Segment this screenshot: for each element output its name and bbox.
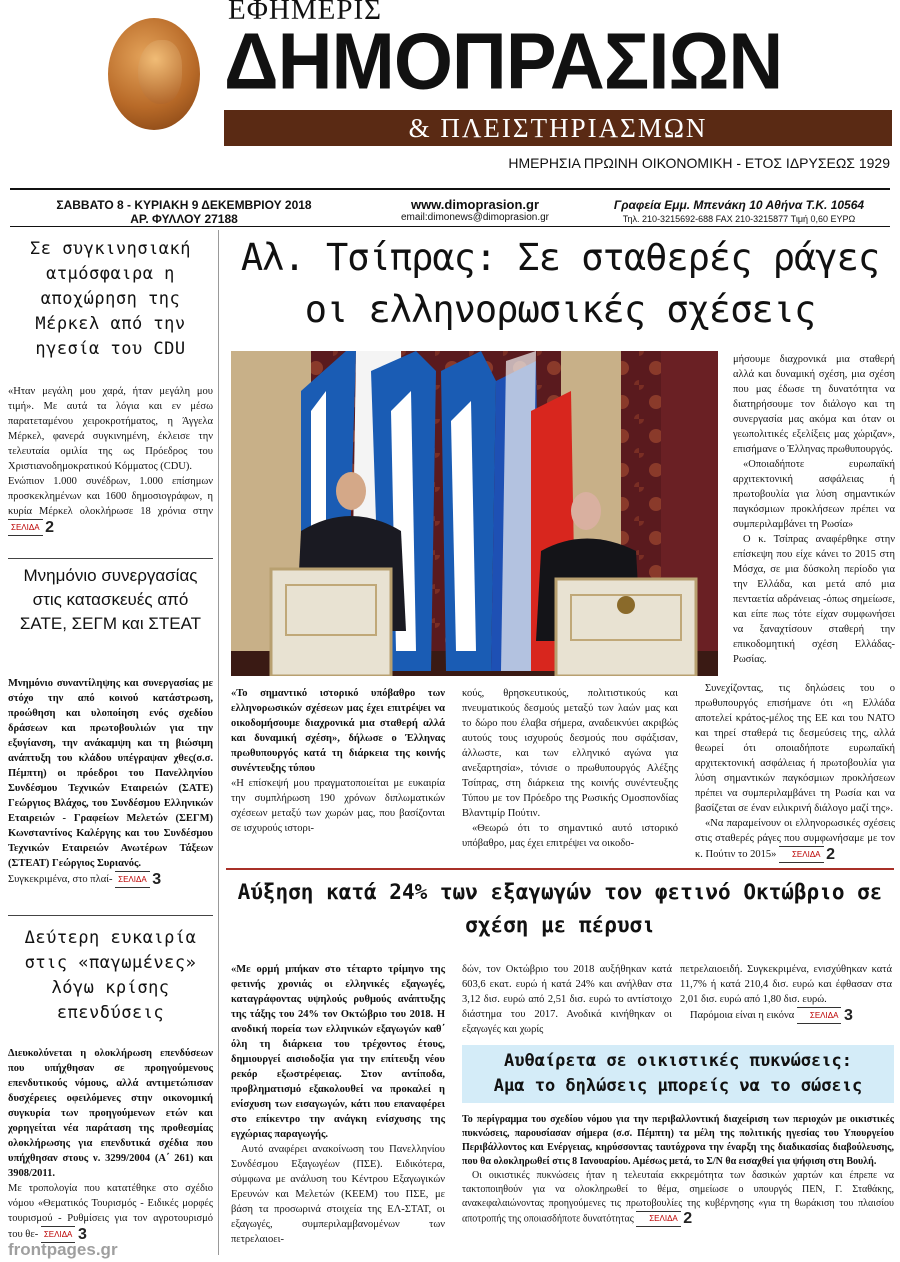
article-memorandum: [8, 564, 213, 888]
paragraph: [462, 1169, 894, 1227]
paragraph: Συνεχίζοντας, τις δηλώσεις του ο πρωθυπουργός επισήμανε ότι «η Ελλάδα αποτελεί κράτος-μέλος της ΕΕ και του ΝΑΤΟ και τηρεί σταθερά τις δεσμεύσεις της, αλλά θεωρεί ότι οποιαδήποτε ευρωπαϊκή αρχιτεκτονική ασφάλειας ή πρωτοβουλία για λύση σημαντικών παγκόσμιων προκλήσεων πρέπει να συμπεριλαμβάνει τη Ρωσία και να βασίζεται σε έναν ειλικρινή διάλογο μαζί της».: [695, 683, 895, 814]
hermes-coin-face: [138, 40, 182, 104]
page-ref-flag[interactable]: ΣΕΛΙΔΑ: [41, 1226, 76, 1243]
paragraph: [695, 816, 895, 863]
contact-web: [370, 197, 580, 223]
paragraph: πετρελαιοειδή. Συγκεκριμένα, ενισχύθηκαν κατά 11,7% ή κατά 210,4 δισ. ευρώ και έφθασαν στα 2,01 δισ. ευρώ από 1,80 δισ. ευρώ.: [680, 964, 892, 1005]
article-title[interactable]: Δεύτερη ευκαιρία στις «παγωμένες» λόγω κρίσης επενδύσεις: [24, 928, 197, 1023]
article-investments: [8, 926, 213, 1243]
issue-info: [14, 198, 354, 226]
masthead-rule-top: [10, 188, 890, 190]
issue-number: ΑΡ. ΦΥΛΛΟΥ 27188: [130, 212, 238, 226]
masthead-subtitle: & ΠΛΕΙΣΤΗΡΙΑΣΜΩΝ: [408, 113, 708, 143]
main-headline[interactable]: Αλ. Τσίπρας: Σε σταθερές ράγες οι ελληνορωσικές σχέσεις: [240, 236, 880, 331]
zoning-article: [462, 1113, 894, 1227]
article-body-text: Συγκεκριμένα, στο πλαί-: [8, 873, 113, 885]
divider: [8, 915, 213, 916]
article-body: [8, 474, 213, 536]
article-body: [8, 871, 213, 888]
press-conference-illustration: [231, 351, 718, 676]
page-ref-number[interactable]: 2: [45, 519, 55, 536]
article-title[interactable]: Σε συγκινησιακή ατμόσφαιρα η αποχώρηση της Μέρκελ από την ηγεσία του CDU: [29, 239, 192, 359]
masthead-efimeris: ΕΦΗΜΕΡΙΣ: [228, 0, 383, 26]
divider: [8, 558, 213, 559]
paragraph: κούς, θρησκευτικούς, πολιτιστικούς και πνευματικούς δεσμούς μεταξύ των λαών μας και το δώρο που έλαβα σήμερα, αναδεικνύει ακριβώς αυτούς τους ισχυρούς δεσμούς που σφάξισαν, άλλωστε, και των ελληνικό αγώνα για ανεξαρτησία», τόνισε ο πρωθυπουργός Αλέξης Τσίπρας, στη διάρκεια της κοινής συνέντευξης Τύπου με τον Πρόεδρο της Ρωσικής Ομοσπονδίας Βλαντιμίρ Πούτιν.: [462, 688, 678, 819]
article-body-text: Με τροπολογία που κατατέθηκε στο σχέδιο νόμου «Θεματικός Τουρισμός - Ειδικές μορφές τουρισμού - Ρυθμίσεις για τον αγροτουρισμό του θε-: [8, 1183, 213, 1240]
paragraph: «Η επίσκεψή μου πραγματοποιείται με ευκαιρία την συμπλήρωση 190 χρόνων διπλωματικών σχέσεων μεταξύ των χωρών μας, που βασίζονται σε ισχυρούς ιστορι-: [231, 778, 445, 834]
paragraph: μήσουμε διαχρονικά μια σταθερή αλλά και δυναμική σχέση, μια σχέση που μας έδωσε τη δυνατότητα να διατηρήσουμε τον διάλογο και τη συνεργασία μας ακόμα και όταν οι γεωπολιτικές εξελίξεις μας χώριζαν», επισήμανε ο Έλληνας πρωθυπουργός.: [733, 354, 895, 455]
article-body-text: Ενώπιον 1.000 συνέδρων, 1.000 επίσημων προσκεκλημένων και 1600 δημοσιογράφων, η κυρία Μέρκελ ολοκλήρωσε 18 χρόνια στην: [8, 476, 213, 517]
phones: Τηλ. 210-3215692-688 FAX 210-3215877 Τιμή 0,60 ΕΥΡΩ: [622, 214, 856, 224]
zoning-headline[interactable]: [462, 1049, 894, 1099]
masthead-tagline: ΗΜΕΡΗΣΙΑ ΠΡΩΙΝΗ ΟΙΚΟΝΟΜΙΚΗ - ΕΤΟΣ ΙΔΡΥΣΕΩΣ 1929: [508, 155, 890, 171]
contact-address: [586, 198, 892, 226]
exports-column-3: [680, 962, 892, 1024]
office-address: Γραφεία Εμμ. Μπενάκη 10 Αθήνα Τ.Κ. 10564: [613, 198, 865, 212]
paragraph-text: Οι οικιστικές πυκνώσεις ήταν η τελευταία εκκρεμότητα των δασικών χαρτών και έπρεπε να τακτοποιηθούν για να ολοκληρωθεί το θέμα, σημείωσε ο υπουργός ΠΕΝ, Γ. Σταθάκης, ανακεφαλαιώνοντας προηγούμενες τις πρωτοβουλίες της κυβέρνησης «για τη θωράκιση του πλαισίου αποτροπής της οποιασδήποτε δυνατότητας: [462, 1170, 894, 1225]
page-ref-number[interactable]: 2: [826, 846, 836, 863]
press-conference-photo: [231, 351, 718, 676]
watermark: frontpages.gr: [8, 1240, 118, 1259]
paragraph: Ο κ. Τσίπρας αναφέρθηκε στην επίσκεψη που είχε κάνει το 2015 στη Μόσχα, σε μια δύσκολη περίοδο για την Ελλάδα, και μετά από μια πενταετία αδράνειας -όπως σημείωσε, και είπε πως τότε είχαν συμφωνήσει να ξαναχτίσουν σταθερή την επικοδομητική σχέση Ελλάδας-Ρωσίας.: [733, 534, 895, 665]
website-link[interactable]: www.dimoprasion.gr: [410, 197, 540, 212]
page-ref-number[interactable]: 3: [152, 871, 162, 888]
exports-column-1: [231, 962, 445, 1247]
email-link[interactable]: email:dimonews@dimoprasion.gr: [401, 212, 549, 223]
paragraph: δών, τον Οκτώβριο του 2018 αυξήθηκαν κατά 603,6 εκατ. ευρώ ή κατά 24% και ανήλθαν στα 3,12 δισ. ευρώ από 2,51 δισ. ευρώ το αντίστοιχο διάστημα του 2017. Ανοδικά κινήθηκαν οι εξαγωγές και χωρίς: [462, 964, 672, 1035]
paragraph: Αυτό αναφέρει ανακοίνωση του Πανελληνίου Συνδέσμου Εξαγωγέων (ΠΣΕ). Ειδικότερα, σύμφωνα με ανάλυση του Κέντρου Εξαγωγικών Ερευνών και Μελετών (ΚΕΕΜ) του ΠΣΕ, με βάση τα προσωρινά στοιχεία της ΕΛ-ΣΤΑΤ, οι εξαγωγές, συμπεριλαμβανομένων των πετρελαιοει-: [231, 1144, 445, 1245]
section-divider: [226, 868, 894, 870]
page-ref-flag[interactable]: ΣΕΛΙΔΑ: [797, 1007, 842, 1024]
main-column-3b: [695, 681, 895, 863]
column-divider: [218, 230, 219, 1255]
paragraph: [680, 1007, 892, 1024]
masthead-title: ΔΗΜΟΠΡΑΣΙΩΝ: [224, 16, 783, 107]
article-merkel: [8, 237, 213, 536]
main-column-3: [733, 352, 895, 667]
article-body: [8, 1181, 213, 1243]
article-lead: «Με ορμή μπήκαν στο τέταρτο τρίμηνο της φετινής χρονιάς οι ελληνικές εξαγωγές, καταγράφοντας υψηλούς ρυθμούς ανάπτυξης της τάξης του 24% τον Οκτώβριο του 2018. Η ανοδική πορεία των ελληνικών εξαγωγών καθ΄ όλη τη διάρκεια του τρέχοντος έτους, δημιουργεί αισιοδοξία για την επίτευξη νέου ρεκόρ εξωστρέφειας. Στον αντίποδα, προβληματισμό εξακολουθεί να προκαλεί η ενίσχυση των εισαγωγών, κάτι που επαναφέρει στο επίκεντρο την ανάγκη ενίσχυσης της εγχώριας παραγωγής.: [231, 964, 445, 1140]
zoning-headline-line-1: Αυθαίρετα σε οικιστικές πυκνώσεις:: [504, 1051, 852, 1071]
paragraph: «Οποιαδήποτε ευρωπαϊκή αρχιτεκτονική ασφάλειας ή πρωτοβουλία για λύση σημαντικών παγκόσμιων προκλήσεων πρέπει να συμπεριλαμβάνει τη Ρωσία»: [733, 459, 895, 530]
issue-date: ΣΑΒΒΑΤΟ 8 - ΚΥΡΙΑΚΗ 9 ΔΕΚΕΜΒΡΙΟΥ 2018: [56, 198, 312, 212]
paragraph-text: «Να παραμείνουν οι ελληνορωσικές σχέσεις στις σταθερές ράγες που συμφωνήσαμε με τον κ. Πούτιν το 2015»: [695, 818, 895, 860]
page-ref-number[interactable]: 3: [78, 1226, 87, 1243]
article-lead: «Το σημαντικό ιστορικό υπόβαθρο των ελληνορωσικών σχέσεων μας έχει επιτρέψει να οικοδομήσουμε διαχρονικά μια σταθερή αλλά και δυναμική σχέση», δήλωσε ο Έλληνας πρωθυπουργός κατά τη διάρκεια της κοινής συνέντευξης τύπου: [231, 688, 445, 774]
exports-column-2: [462, 962, 672, 1037]
paragraph-text: Παρόμοια είναι η εικόνα: [690, 1009, 795, 1021]
paragraph: «Θεωρώ ότι το σημαντικό αυτό ιστορικό υπόβαθρο, μας έχει επιτρέψει να οικοδο-: [462, 823, 678, 849]
article-lead: Διευκολύνεται η ολοκλήρωση επενδύσεων που υπήχθησαν σε προηγούμενους επενδυτικούς νόμους, αλλά αντιμετώπισαν δυσχέρειες οφειλόμενες στην οικονομική συγκυρία των προηγούμενων ετών και χορηγείται νέα παράταση της προθεσμίας ολοκλήρωσης για επενδυτικά σχέδια που υπήχθησαν στους ν. 3299/2004 (Α΄ 261) και 3908/2011.: [8, 1048, 213, 1179]
masthead-rule-bottom: [10, 226, 890, 227]
exports-headline[interactable]: Αύξηση κατά 24% των εξαγωγών τον φετινό Οκτώβριο σε σχέση με πέρυσι: [237, 880, 883, 937]
article-lead: Το περίγραμμα του σχεδίου νόμου για την περιβαλλοντική διαχείριση των περιοχών με οικιστικές πυκνώσεις, παρουσίασαν σήμερα (σ.σ. Πέμπτη) τα μέλη της πολιτικής ηγεσίας του Υπουργείου Περιβάλλοντος και Ενέργειας, κηρύσσοντας ταυτόχρονα την έναρξη της διαδικασίας διαβούλευσης, που θα ολοκληρωθεί στις 8 Ιανουαρίου. Αμέσως μετά, το Σ/Ν θα εισαχθεί για ψήφιση στη Βουλή.: [462, 1114, 894, 1167]
article-title[interactable]: Μνημόνιο συνεργασίας στις κατασκευές από ΣΑΤΕ, ΣΕΓΜ και ΣΤΕΑΤ: [19, 566, 202, 633]
page-ref-number[interactable]: 2: [683, 1210, 693, 1227]
article-lead: Μνημόνιο συναντίληψης και συνεργασίας με στόχο την από κοινού κατάστρωση, προώθηση και υλοποίηση ενός σχεδίου δράσεων και πρωτοβουλιών για την εξυγίανση, την ανάκαμψη και τη βιώσιμη ανάπτυξη του κλάδου υπέγραψαν χθες(σ.σ. Πέμπτη) οι πρόεδροι του Πανελληνίου Συνδέσμου Τεχνικών Εταιρειών (ΣΑΤΕ) Γεώργιος Βλάχος, του Συνδέσμου Ελληνικών Εταιρειών - Γραφείων Μελετών (ΣΕΓΜ) Κωνσταντίνος Καλέργης και του Συνδέσμου Τεχνικών Εταιρειών Ανωτέρων Τάξεων (ΣΤΕΑΤ) Γεώργιος Συριανός.: [8, 678, 213, 869]
zoning-headline-line-2: Αμα το δηλώσεις μπορείς να το σώσεις: [493, 1076, 863, 1096]
main-column-2: [462, 686, 678, 851]
page-ref-number[interactable]: 3: [844, 1007, 853, 1024]
page-ref-flag[interactable]: ΣΕΛΙΔΑ: [779, 846, 824, 863]
page-ref-flag[interactable]: ΣΕΛΙΔΑ: [115, 871, 150, 888]
page-ref-flag[interactable]: ΣΕΛΙΔΑ: [636, 1211, 681, 1227]
article-lead: «Ηταν μεγάλη μου χαρά, ήταν μεγάλη μου τιμή». Με αυτά τα λόγια και εν μέσω παρατεταμένου χειροκροτήματος, η Άγγελα Μέρκελ, φανερά συγκινημένη, έκλεισε την τελευταία ομιλία της ως Πρόεδρος του Χριστιανοδημοκρατικού Κόμματος (CDU).: [8, 386, 213, 472]
page-ref-flag[interactable]: ΣΕΛΙΔΑ: [8, 519, 43, 536]
main-column-1: [231, 686, 445, 836]
